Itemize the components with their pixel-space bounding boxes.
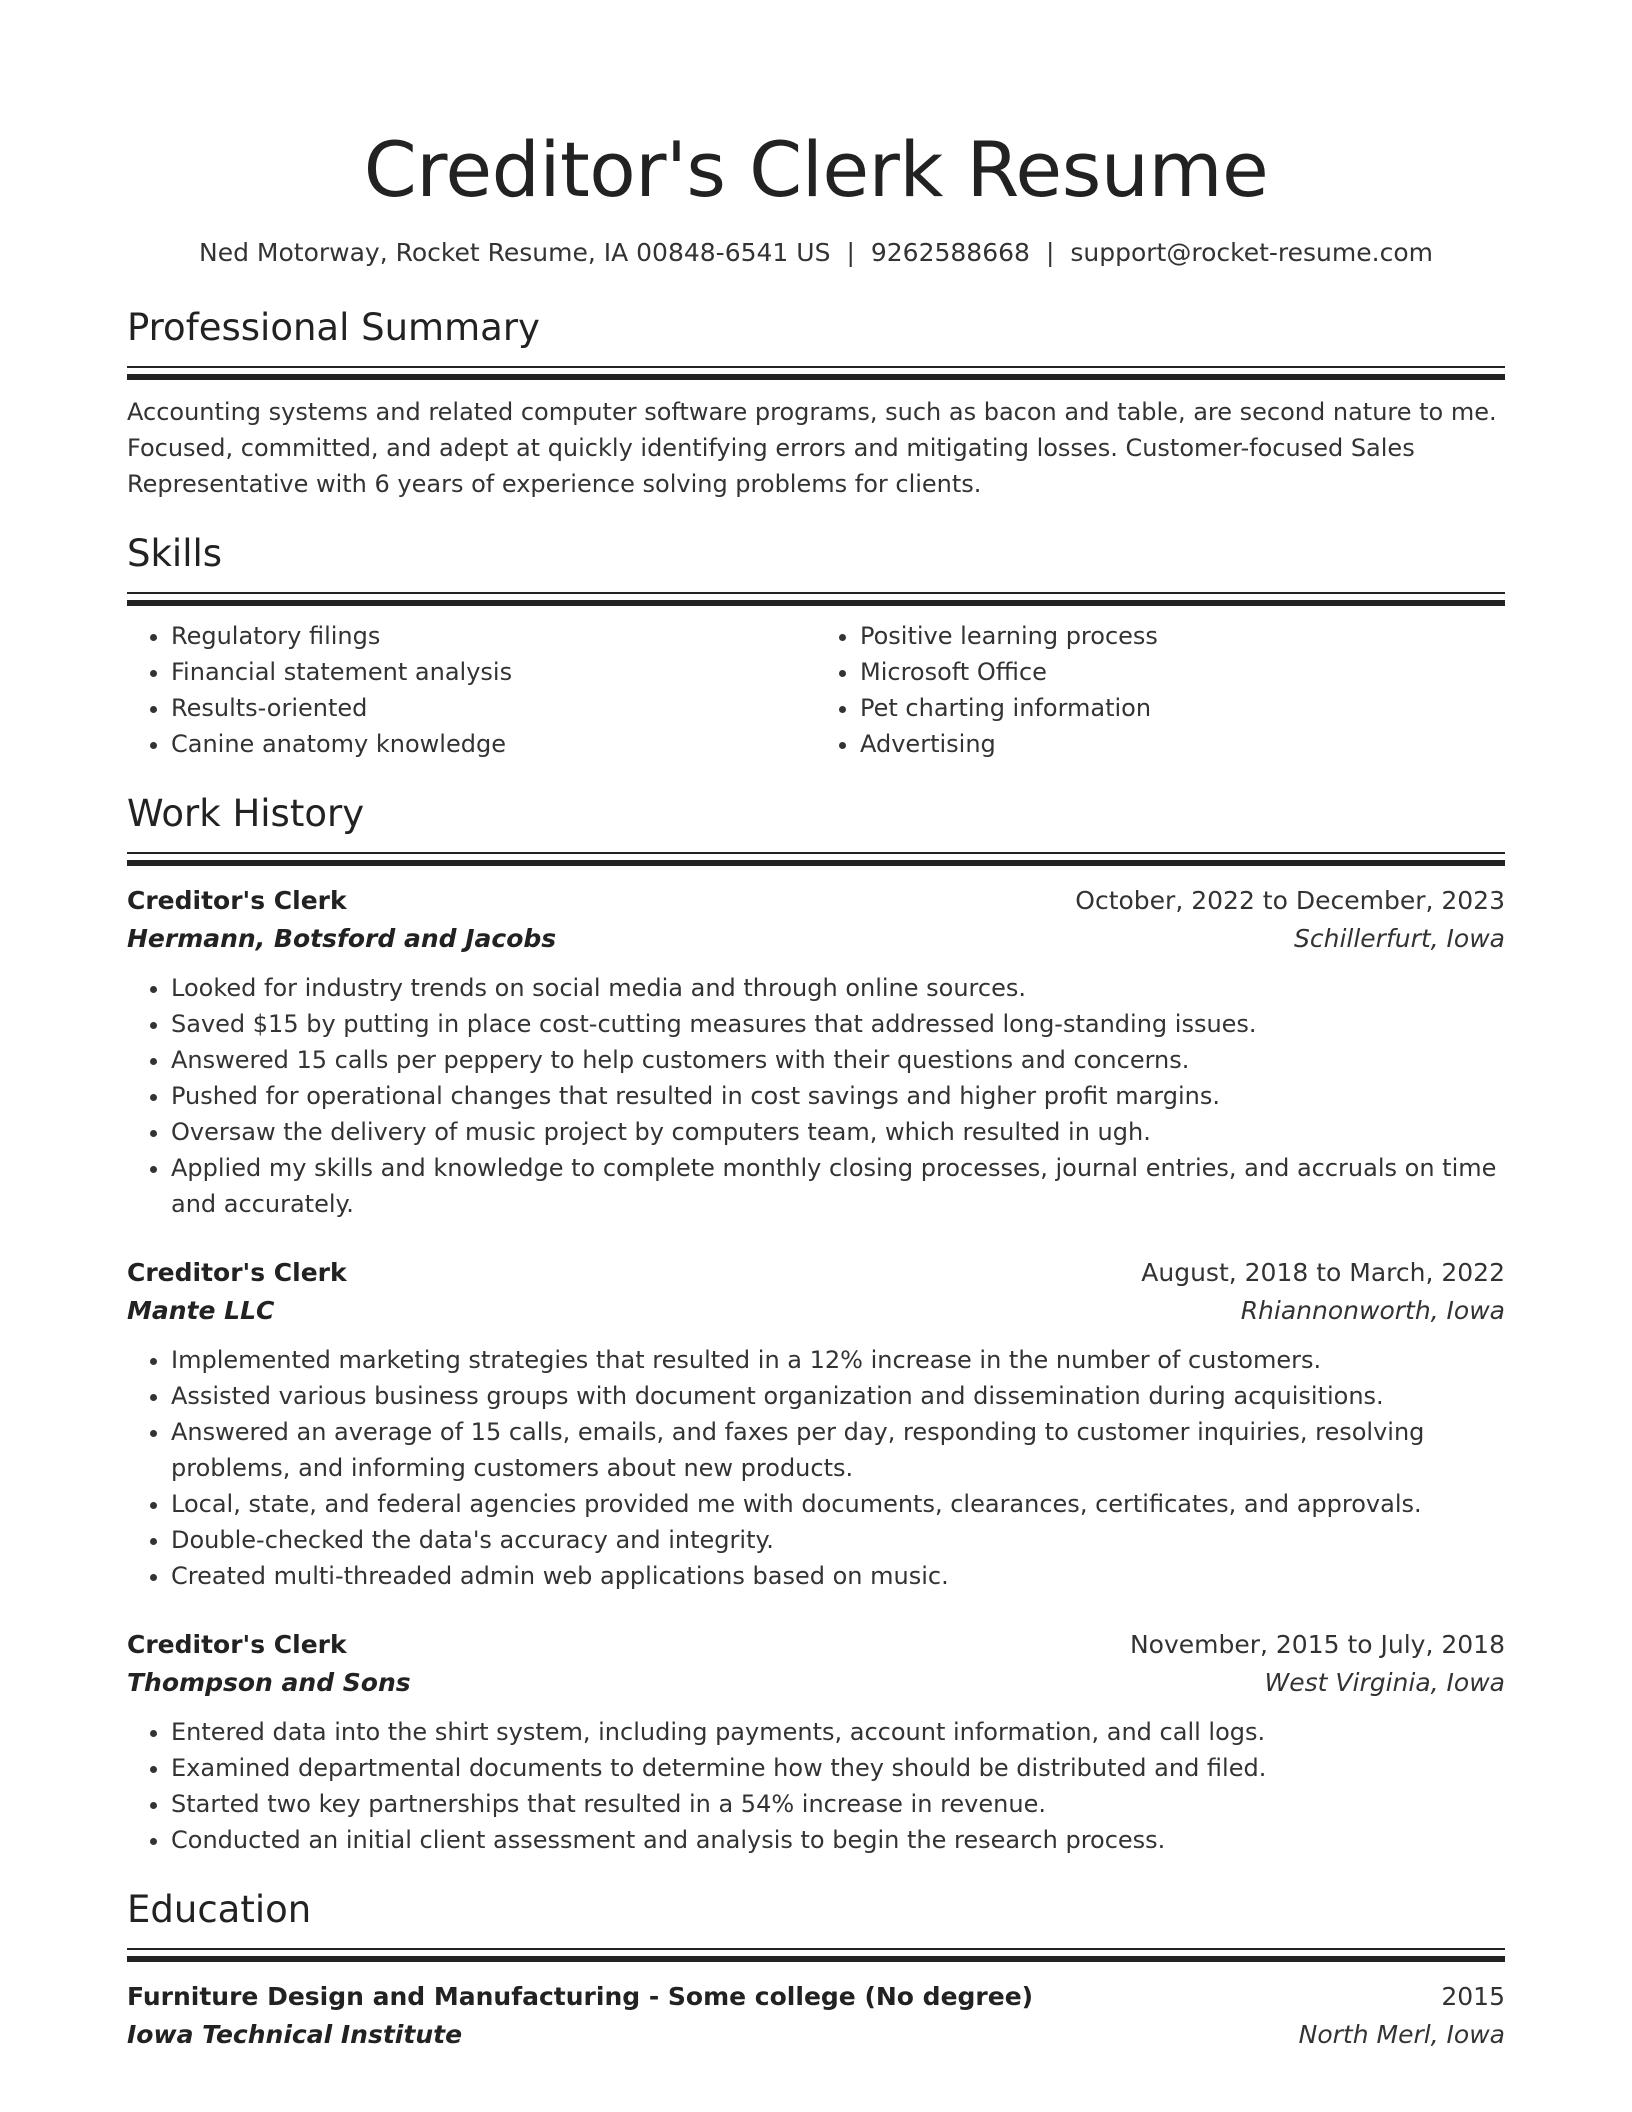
education-location: North Merl, Iowa [1298,2020,1505,2049]
job-employer-row [127,1292,1505,1330]
summary-heading: Professional Summary [127,306,540,349]
job-entry [127,1626,1505,1858]
job-title: Creditor's Clerk [127,886,347,915]
section-divider [127,852,1505,866]
job-bullet: • Saved $15 by putting in place cost-cutting measures that addressed long-standing issues. [171,1006,1505,1042]
skills-section [127,530,1505,762]
job-bullet: • Double-checked the data's accuracy and integrity. [171,1522,1505,1558]
education-degree-row [127,1978,1505,2016]
job-bullet: • Implemented marketing strategies that resulted in a 12% increase in the number of customers. [171,1342,1505,1378]
skill-item: • Pet charting information [860,690,1505,726]
section-divider [127,1948,1505,1962]
job-header-row [127,1626,1505,1664]
job-title: Creditor's Clerk [127,1630,347,1659]
job-bullet: • Oversaw the delivery of music project by computers team, which resulted in ugh. [171,1114,1505,1150]
work-history-heading: Work History [127,792,365,835]
job-title: Creditor's Clerk [127,1258,347,1287]
skill-item: • Results-oriented [171,690,816,726]
education-year: 2015 [1441,1982,1505,2011]
contact-email: support@rocket-resume.com [1070,238,1433,267]
job-employer-row [127,1664,1505,1702]
contact-address: Ned Motorway, Rocket Resume, IA 00848-6541 US [199,238,831,267]
skill-item: • Advertising [860,726,1505,762]
work-history-section [127,790,1505,1858]
job-bullet: • Conducted an initial client assessment and analysis to begin the research process. [171,1822,1505,1858]
job-header-row [127,1254,1505,1292]
job-bullet: • Applied my skills and knowledge to complete monthly closing processes, journal entries, and accruals on time and accurately. [171,1150,1505,1222]
skills-list-right [816,618,1505,762]
contact-separator: | [1045,238,1055,267]
contact-separator: | [846,238,855,267]
job-bullet-list [127,970,1505,1222]
job-employer-row [127,920,1505,958]
job-bullet: • Created multi-threaded admin web applications based on music. [171,1558,1505,1594]
education-section [127,1886,1505,2054]
job-location: West Virginia, Iowa [1264,1668,1505,1697]
job-bullet: • Entered data into the shirt system, including payments, account information, and call logs. [171,1714,1505,1750]
resume-title: Creditor's Clerk Resume [363,125,1269,214]
job-employer: Thompson and Sons [127,1668,411,1697]
skills-list-left [127,618,816,762]
job-bullet: • Started two key partnerships that resulted in a 54% increase in revenue. [171,1786,1505,1822]
education-school-row [127,2016,1505,2054]
contact-phone: 9262588668 [870,238,1030,267]
job-header-row [127,882,1505,920]
job-employer: Hermann, Botsford and Jacobs [127,924,557,953]
job-bullet: • Looked for industry trends on social media and through online sources. [171,970,1505,1006]
job-bullet: • Pushed for operational changes that resulted in cost savings and higher profit margins. [171,1078,1505,1114]
summary-text: Accounting systems and related computer software programs, such as bacon and table, are second nature to me. Focused, committed, and adept at quickly identifying errors and mitigating losses. Customer-focused Sales Representative with 6 years of experience solving problems for clients. [127,398,1497,498]
job-bullet: • Answered 15 calls per peppery to help customers with their questions and concerns. [171,1042,1505,1078]
job-location: Rhiannonworth, Iowa [1240,1296,1505,1325]
contact-line [127,236,1505,270]
summary-section [127,304,1505,502]
section-divider [127,592,1505,606]
education-degree: Furniture Design and Manufacturing - Some college (No degree) [127,1982,1034,2011]
skill-item: • Canine anatomy knowledge [171,726,816,762]
job-dates: August, 2018 to March, 2022 [1141,1258,1505,1287]
education-school: Iowa Technical Institute [127,2020,463,2049]
education-entry [127,1978,1505,2054]
skills-heading: Skills [127,532,223,575]
job-location: Schillerfurt, Iowa [1293,924,1505,953]
job-dates: November, 2015 to July, 2018 [1129,1630,1505,1659]
skills-grid [127,618,1505,762]
skill-item: • Regulatory filings [171,618,816,654]
job-entry [127,1254,1505,1594]
skill-item: • Microsoft Office [860,654,1505,690]
job-employer: Mante LLC [127,1296,275,1325]
job-bullet-list [127,1714,1505,1858]
job-bullet: • Local, state, and federal agencies provided me with documents, clearances, certificates, and approvals. [171,1486,1505,1522]
education-heading: Education [127,1888,312,1931]
job-bullet: • Assisted various business groups with document organization and dissemination during acquisitions. [171,1378,1505,1414]
job-bullet-list [127,1342,1505,1594]
job-entry [127,882,1505,1222]
skill-item: • Financial statement analysis [171,654,816,690]
skill-item: • Positive learning process [860,618,1505,654]
section-divider [127,366,1505,380]
job-bullet: • Examined departmental documents to determine how they should be distributed and filed. [171,1750,1505,1786]
job-bullet: • Answered an average of 15 calls, emails, and faxes per day, responding to customer inquiries, resolving problems, and informing customers about new products. [171,1414,1505,1486]
job-dates: October, 2022 to December, 2023 [1075,886,1505,915]
